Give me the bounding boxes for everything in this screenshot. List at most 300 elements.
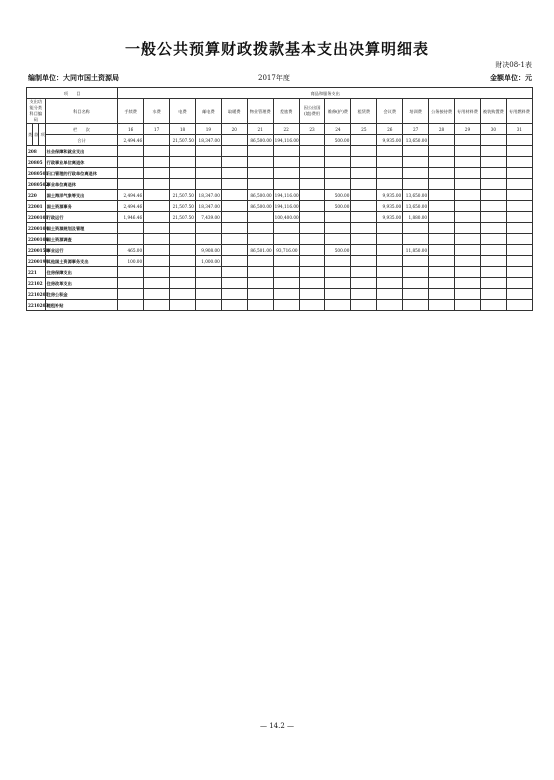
- amount-cell: [506, 157, 532, 168]
- col-num-7: 23: [299, 124, 325, 135]
- lei-header: 类: [27, 124, 33, 146]
- amount-cell: [455, 212, 481, 223]
- amount-cell: [118, 300, 144, 311]
- amount-cell: 9,935.00: [377, 190, 403, 201]
- amount-cell: [480, 278, 506, 289]
- amount-cell: [429, 245, 455, 256]
- amount-cell: [351, 223, 377, 234]
- amount-cell: [351, 190, 377, 201]
- amount-cell: 9,935.00: [377, 212, 403, 223]
- amount-cell: [506, 146, 532, 157]
- amount-cell: [273, 256, 299, 267]
- amount-cell: [403, 157, 429, 168]
- col-num-14: 30: [480, 124, 506, 135]
- amount-cell: 500.00: [325, 201, 351, 212]
- amount-cell: [351, 278, 377, 289]
- subject-code: 2080502: [27, 179, 46, 190]
- amount-cell: [506, 223, 532, 234]
- total-label: 合计: [45, 135, 118, 146]
- amount-cell: [195, 179, 221, 190]
- amount-cell: [170, 300, 196, 311]
- total-cell: [221, 135, 247, 146]
- subject-code: 2200199: [27, 256, 46, 267]
- amount-cell: [403, 256, 429, 267]
- amount-cell: 13,650.00: [403, 190, 429, 201]
- total-cell: 194,116.00: [273, 135, 299, 146]
- col-header-12: 公务接待费: [429, 99, 455, 124]
- compiling-unit: 编制单位：大同市国土资源局: [28, 73, 119, 82]
- amount-cell: [118, 223, 144, 234]
- col-header-11: 培训费: [403, 99, 429, 124]
- amount-cell: 9,935.00: [377, 201, 403, 212]
- amount-cell: [118, 168, 144, 179]
- amount-cell: [273, 223, 299, 234]
- amount-cell: [455, 267, 481, 278]
- amount-cell: 9,908.00: [195, 245, 221, 256]
- amount-cell: [195, 278, 221, 289]
- amount-cell: [325, 300, 351, 311]
- amount-cell: [299, 190, 325, 201]
- amount-cell: 465.00: [118, 245, 144, 256]
- amount-cell: [299, 245, 325, 256]
- amount-cell: [455, 289, 481, 300]
- amount-cell: 86,500.00: [247, 201, 273, 212]
- amount-cell: [506, 267, 532, 278]
- amount-cell: [118, 179, 144, 190]
- table-row: [27, 146, 533, 157]
- amount-cell: [144, 201, 170, 212]
- amount-cell: [273, 289, 299, 300]
- amount-cell: [506, 212, 532, 223]
- amount-cell: [506, 245, 532, 256]
- amount-cell: [170, 267, 196, 278]
- subject-code: 2210201: [27, 289, 46, 300]
- amount-cell: [299, 278, 325, 289]
- amount-cell: [118, 234, 144, 245]
- amount-cell: [403, 278, 429, 289]
- total-cell: 500.00: [325, 135, 351, 146]
- amount-cell: [118, 289, 144, 300]
- subject-code: 221: [27, 267, 46, 278]
- amount-cell: [403, 289, 429, 300]
- amount-cell: [351, 212, 377, 223]
- amount-cell: [221, 245, 247, 256]
- col-header-0: 手续费: [118, 99, 144, 124]
- function-code-header: 支出功能分类科目编码: [27, 99, 46, 124]
- header-row-2: [27, 99, 533, 124]
- amount-cell: [273, 234, 299, 245]
- amount-cell: [429, 157, 455, 168]
- amount-cell: 194,116.00: [273, 201, 299, 212]
- amount-cell: [221, 190, 247, 201]
- amount-cell: 1,880.00: [403, 212, 429, 223]
- goods-services-header: 商品和服务支出: [118, 88, 533, 99]
- amount-cell: [506, 278, 532, 289]
- table-row: [27, 168, 533, 179]
- amount-cell: [429, 234, 455, 245]
- amount-cell: [429, 278, 455, 289]
- amount-cell: [325, 267, 351, 278]
- subject-code: 22001: [27, 201, 46, 212]
- amount-cell: [506, 179, 532, 190]
- amount-cell: [429, 168, 455, 179]
- total-cell: [429, 135, 455, 146]
- total-row: [27, 135, 533, 146]
- amount-cell: [195, 300, 221, 311]
- amount-cell: [247, 146, 273, 157]
- amount-cell: [429, 212, 455, 223]
- table-row: [27, 212, 533, 223]
- amount-cell: [429, 223, 455, 234]
- amount-cell: [299, 179, 325, 190]
- amount-cell: [455, 245, 481, 256]
- amount-cell: [325, 256, 351, 267]
- amount-cell: [170, 146, 196, 157]
- amount-cell: [247, 179, 273, 190]
- subject-name: 行政事业单位离退休: [45, 157, 118, 168]
- col-num-10: 26: [377, 124, 403, 135]
- amount-cell: [351, 234, 377, 245]
- amount-cell: [144, 278, 170, 289]
- amount-cell: [144, 157, 170, 168]
- amount-cell: [480, 245, 506, 256]
- amount-cell: [506, 190, 532, 201]
- amount-cell: [195, 157, 221, 168]
- amount-cell: [247, 223, 273, 234]
- total-cell: 9,935.00: [377, 135, 403, 146]
- col-num-13: 29: [455, 124, 481, 135]
- subject-name: 行政运行: [45, 212, 118, 223]
- amount-cell: [377, 168, 403, 179]
- amount-cell: [455, 168, 481, 179]
- col-num-9: 25: [351, 124, 377, 135]
- amount-cell: [455, 300, 481, 311]
- col-header-3: 邮电费: [195, 99, 221, 124]
- amount-cell: [429, 146, 455, 157]
- kuan-header: 款: [33, 124, 39, 146]
- amount-cell: [299, 267, 325, 278]
- amount-cell: [351, 256, 377, 267]
- header-row-1: [27, 88, 533, 99]
- amount-cell: [325, 223, 351, 234]
- total-cell: [455, 135, 481, 146]
- amount-cell: 18,347.00: [195, 190, 221, 201]
- amount-cell: [455, 157, 481, 168]
- amount-cell: 7,439.00: [195, 212, 221, 223]
- subject-code: 2200106: [27, 234, 46, 245]
- table-row: [27, 256, 533, 267]
- amount-cell: [221, 157, 247, 168]
- amount-cell: [480, 256, 506, 267]
- amount-cell: [429, 201, 455, 212]
- amount-cell: [247, 234, 273, 245]
- item-header: 项 目: [27, 88, 118, 99]
- amount-cell: [403, 179, 429, 190]
- amount-cell: [429, 267, 455, 278]
- amount-cell: [403, 146, 429, 157]
- amount-cell: [403, 223, 429, 234]
- subject-name: 事业运行: [45, 245, 118, 256]
- total-cell: [351, 135, 377, 146]
- amount-cell: [429, 179, 455, 190]
- amount-cell: 18,347.00: [195, 201, 221, 212]
- col-num-5: 21: [247, 124, 273, 135]
- amount-cell: [325, 234, 351, 245]
- amount-cell: 500.00: [325, 245, 351, 256]
- amount-cell: [195, 168, 221, 179]
- total-cell: [299, 135, 325, 146]
- amount-cell: [299, 234, 325, 245]
- amount-cell: [221, 223, 247, 234]
- subject-code: 20805: [27, 157, 46, 168]
- amount-cell: [273, 300, 299, 311]
- subject-name: 国土资源规划及管理: [45, 223, 118, 234]
- amount-cell: [325, 168, 351, 179]
- amount-cell: [455, 190, 481, 201]
- amount-cell: [273, 179, 299, 190]
- amount-cell: [455, 256, 481, 267]
- amount-cell: 500.00: [325, 190, 351, 201]
- amount-cell: [221, 212, 247, 223]
- amount-cell: [403, 168, 429, 179]
- amount-cell: 13,650.00: [403, 201, 429, 212]
- total-cell: 18,347.00: [195, 135, 221, 146]
- amount-cell: [506, 168, 532, 179]
- amount-cell: [299, 157, 325, 168]
- amount-cell: [429, 190, 455, 201]
- subject-name: 住房保障支出: [45, 267, 118, 278]
- amount-cell: [221, 168, 247, 179]
- col-num-3: 19: [195, 124, 221, 135]
- amount-cell: [455, 201, 481, 212]
- amount-cell: [351, 146, 377, 157]
- amount-cell: [273, 278, 299, 289]
- amount-cell: [480, 223, 506, 234]
- table-row: [27, 179, 533, 190]
- expenditure-table: [26, 87, 533, 311]
- col-num-0: 16: [118, 124, 144, 135]
- amount-cell: [118, 146, 144, 157]
- subject-name: 其他国土资源事务支出: [45, 256, 118, 267]
- amount-cell: [299, 289, 325, 300]
- amount-cell: [299, 300, 325, 311]
- subject-name: 国土资源调查: [45, 234, 118, 245]
- amount-cell: [273, 146, 299, 157]
- amount-cell: [221, 289, 247, 300]
- subject-name: 国土海洋气象等支出: [45, 190, 118, 201]
- amount-cell: [351, 201, 377, 212]
- amount-cell: [351, 267, 377, 278]
- table-row: [27, 190, 533, 201]
- col-header-7: 因公出国(境)费用: [299, 99, 325, 124]
- table-row: [27, 278, 533, 289]
- table-row: [27, 234, 533, 245]
- amount-cell: 1,000.00: [195, 256, 221, 267]
- amount-cell: [351, 245, 377, 256]
- amount-cell: [247, 157, 273, 168]
- amount-cell: [195, 146, 221, 157]
- total-cell: 21,507.50: [170, 135, 196, 146]
- form-number: 财决08-1表: [495, 61, 532, 69]
- table-row: [27, 201, 533, 212]
- amount-cell: 100.00: [118, 256, 144, 267]
- amount-cell: [377, 179, 403, 190]
- amount-cell: [195, 234, 221, 245]
- amount-cell: 86,500.00: [247, 190, 273, 201]
- col-num-15: 31: [506, 124, 532, 135]
- amount-cell: [455, 278, 481, 289]
- amount-cell: [377, 300, 403, 311]
- amount-cell: [170, 256, 196, 267]
- total-cell: [506, 135, 532, 146]
- amount-cell: 21,507.50: [170, 201, 196, 212]
- amount-cell: [247, 300, 273, 311]
- total-cell: 86,500.00: [247, 135, 273, 146]
- amount-cell: [170, 168, 196, 179]
- amount-cell: [299, 256, 325, 267]
- amount-cell: [455, 234, 481, 245]
- amount-cell: [195, 289, 221, 300]
- amount-cell: [377, 256, 403, 267]
- col-num-1: 17: [144, 124, 170, 135]
- col-header-4: 取暖费: [221, 99, 247, 124]
- total-cell: 2,494.46: [118, 135, 144, 146]
- subject-name: 住房公积金: [45, 289, 118, 300]
- amount-cell: [221, 300, 247, 311]
- subject-name: 社会保障和就业支出: [45, 146, 118, 157]
- subject-name-header: 科目名称: [45, 99, 118, 124]
- amount-cell: [221, 267, 247, 278]
- subject-name: 事业单位离退休: [45, 179, 118, 190]
- col-num-12: 28: [429, 124, 455, 135]
- col-header-15: 专用燃料费: [506, 99, 532, 124]
- amount-cell: [351, 289, 377, 300]
- amount-cell: [221, 146, 247, 157]
- table-row: [27, 300, 533, 311]
- amount-cell: [144, 168, 170, 179]
- amount-cell: 194,116.00: [273, 190, 299, 201]
- amount-cell: [170, 157, 196, 168]
- subject-code: 22102: [27, 278, 46, 289]
- amount-cell: 21,507.50: [170, 212, 196, 223]
- subject-code: 2200101: [27, 212, 46, 223]
- amount-cell: [247, 267, 273, 278]
- col-header-9: 租赁费: [351, 99, 377, 124]
- amount-cell: [299, 146, 325, 157]
- col-num-6: 22: [273, 124, 299, 135]
- amount-cell: [247, 212, 273, 223]
- amount-cell: [403, 267, 429, 278]
- amount-cell: [377, 223, 403, 234]
- amount-cell: [118, 157, 144, 168]
- column-index-label: 栏 次: [45, 124, 118, 135]
- table-row: [27, 245, 533, 256]
- subject-name: 国土资源事务: [45, 201, 118, 212]
- amount-cell: 100,400.00: [273, 212, 299, 223]
- amount-cell: [377, 234, 403, 245]
- amount-cell: [351, 157, 377, 168]
- amount-cell: [299, 212, 325, 223]
- subject-name: 住房改革支出: [45, 278, 118, 289]
- amount-cell: [506, 300, 532, 311]
- col-num-2: 18: [170, 124, 196, 135]
- amount-cell: [170, 278, 196, 289]
- amount-cell: [144, 146, 170, 157]
- subject-code: 2200150: [27, 245, 46, 256]
- amount-cell: [273, 168, 299, 179]
- amount-cell: [480, 168, 506, 179]
- subject-name: 归口管理的行政单位离退休: [45, 168, 118, 179]
- amount-cell: [273, 267, 299, 278]
- col-header-8: 维修(护)费: [325, 99, 351, 124]
- amount-cell: [170, 245, 196, 256]
- amount-cell: [221, 278, 247, 289]
- amount-cell: [144, 256, 170, 267]
- amount-cell: 93,716.00: [273, 245, 299, 256]
- amount-cell: [429, 256, 455, 267]
- total-cell: 13,650.00: [403, 135, 429, 146]
- col-header-14: 被装购置费: [480, 99, 506, 124]
- amount-cell: 21,507.50: [170, 190, 196, 201]
- amount-cell: [325, 157, 351, 168]
- amount-cell: [377, 267, 403, 278]
- col-header-2: 电费: [170, 99, 196, 124]
- xiang-header: 项: [39, 124, 45, 146]
- amount-cell: [144, 223, 170, 234]
- amount-cell: [118, 278, 144, 289]
- amount-cell: [325, 179, 351, 190]
- amount-cell: [221, 256, 247, 267]
- amount-cell: [195, 267, 221, 278]
- table-row: [27, 267, 533, 278]
- amount-cell: [377, 146, 403, 157]
- amount-cell: [144, 267, 170, 278]
- total-cell: [144, 135, 170, 146]
- amount-cell: [144, 212, 170, 223]
- amount-cell: [480, 234, 506, 245]
- amount-cell: [480, 289, 506, 300]
- col-header-1: 水费: [144, 99, 170, 124]
- amount-cell: [221, 201, 247, 212]
- amount-cell: [144, 289, 170, 300]
- amount-cell: [144, 300, 170, 311]
- amount-cell: [170, 179, 196, 190]
- amount-cell: 11,850.00: [403, 245, 429, 256]
- page-number: — 14.2 —: [259, 722, 295, 730]
- amount-cell: [506, 201, 532, 212]
- amount-cell: [144, 234, 170, 245]
- amount-cell: [455, 146, 481, 157]
- col-header-13: 专用材料费: [455, 99, 481, 124]
- total-cell: [480, 135, 506, 146]
- amount-cell: [273, 157, 299, 168]
- amount-cell: [170, 223, 196, 234]
- amount-cell: [403, 234, 429, 245]
- amount-cell: [506, 289, 532, 300]
- amount-cell: [247, 289, 273, 300]
- amount-cell: [480, 267, 506, 278]
- amount-cell: [351, 179, 377, 190]
- amount-cell: [480, 300, 506, 311]
- amount-cell: [429, 289, 455, 300]
- amount-cell: [480, 179, 506, 190]
- table-row: [27, 223, 533, 234]
- table-row: [27, 289, 533, 300]
- amount-cell: 86,501.00: [247, 245, 273, 256]
- subject-name: 提租补贴: [45, 300, 118, 311]
- amount-cell: [480, 201, 506, 212]
- amount-cell: [299, 201, 325, 212]
